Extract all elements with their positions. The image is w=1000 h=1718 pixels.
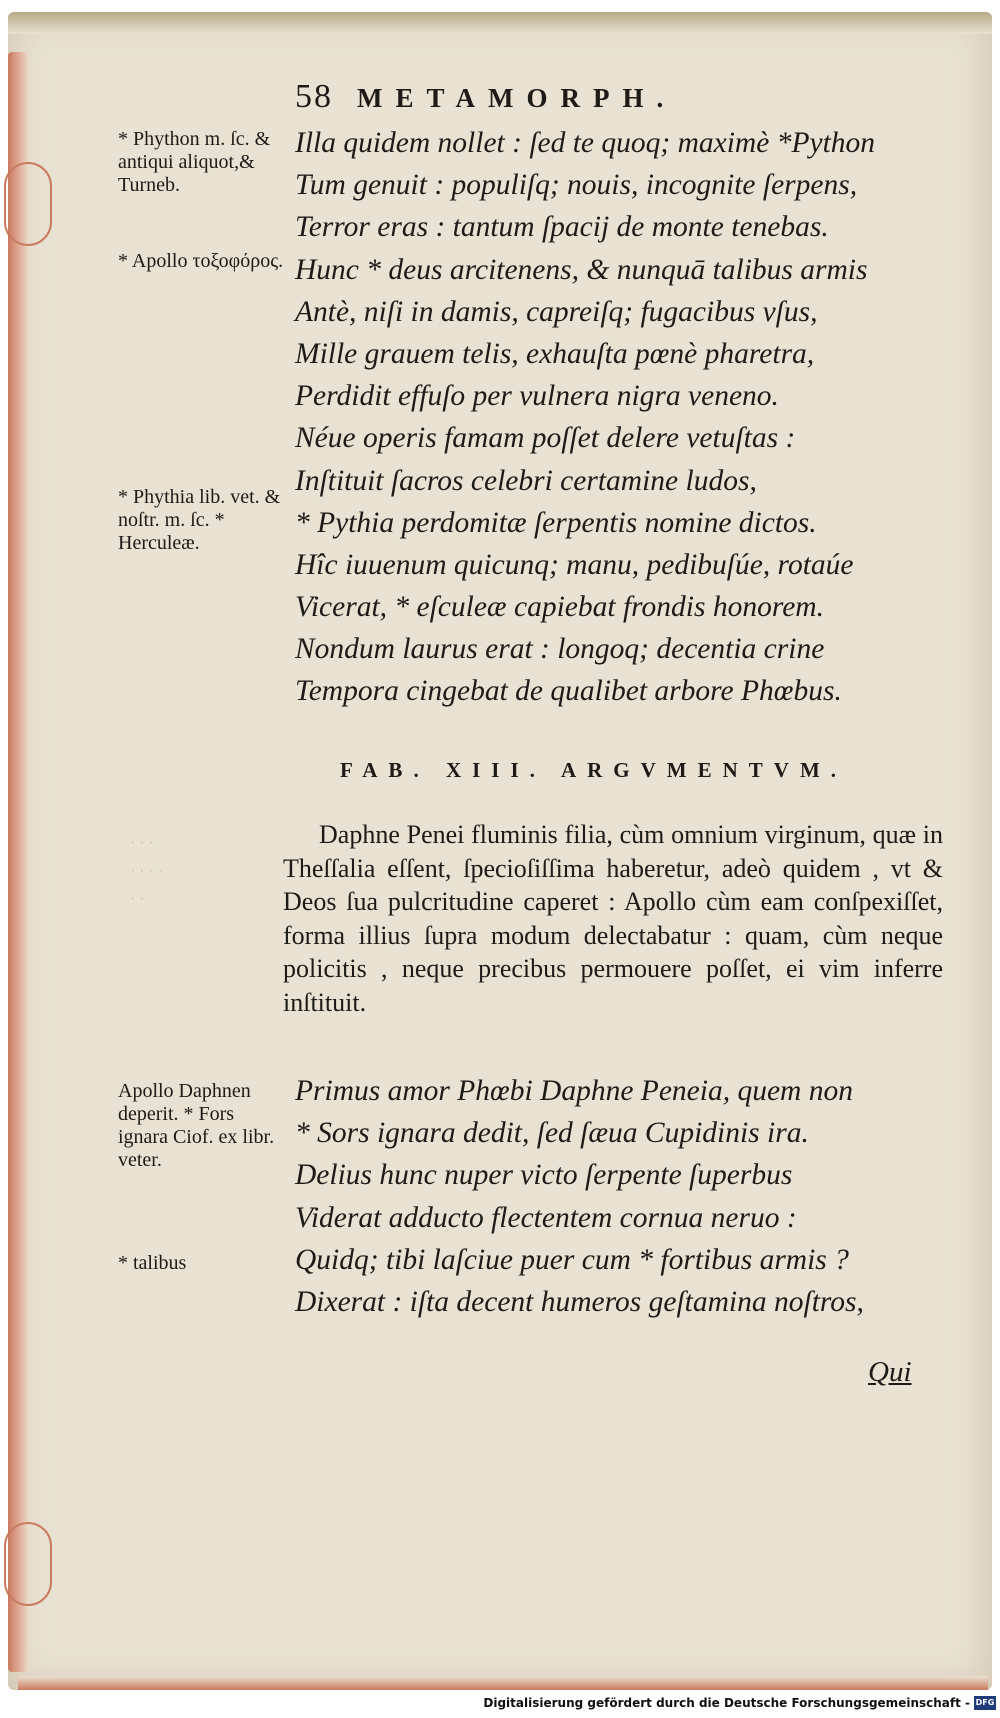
running-title: METAMORPH.: [357, 83, 677, 113]
verse-line: Perdidit effuſo per vulnera nigra veneno.: [295, 380, 779, 413]
fable-title: FAB. XIII. ARGVMENTVM.: [340, 758, 848, 782]
verse-line: Tempora cingebat de qualibet arbore Phœbus.: [295, 675, 842, 708]
verse-line: Antè, niſi in damis, capreiſq; fugacibus vſus,: [295, 295, 818, 328]
dfg-logo: DFG: [974, 1696, 996, 1710]
bleed-through-marks: · · · · · · · · ·: [130, 835, 164, 908]
verse-line: Dixerat : iſta decent humeros geſtamina noſtros,: [295, 1285, 864, 1318]
verse-line: Néue operis famam poſſet delere vetuſtas :: [295, 422, 796, 455]
verse-line: Inſtituit ſacros celebri certamine ludos,: [295, 464, 757, 497]
verse-line: Primus amor Phœbi Daphne Peneia, quem non: [295, 1075, 853, 1107]
verse-line: Hunc * deus arcitenens, & nunquā talibus armis: [295, 253, 868, 286]
verse-line: Vicerat, * eſculeæ capiebat frondis honorem.: [295, 591, 824, 624]
funding-credit: Digitalisierung gefördert durch die Deutsche Forschungsgemeinschaft -: [483, 1696, 970, 1710]
page-header: [295, 78, 855, 116]
verse-line: Quidq; tibi laſciue puer cum * fortibus armis ?: [295, 1243, 849, 1276]
verse-line: Tum genuit : populiſq; nouis, incognite ſerpens,: [295, 169, 858, 202]
verse-line: Viderat adducto flectentem cornua neruo :: [295, 1201, 797, 1234]
margin-note: * Phythia lib. vet. & noſtr. m. ſc. * Herculeæ.: [118, 486, 281, 554]
binding-ring: [4, 1522, 52, 1606]
verse-block-2: [295, 1070, 955, 1323]
verse-line: Delius hunc nuper victo ſerpente ſuperbus: [295, 1159, 793, 1192]
fable-argument: [283, 818, 943, 1019]
binding-ring: [4, 162, 52, 246]
verse-block-1: [295, 122, 955, 713]
verse-line: Illa quidem nollet : ſed te quoq; maximè *Python: [295, 127, 876, 159]
red-page-edge-bottom: [18, 1676, 988, 1690]
verse-line: Nondum laurus erat : longoq; decentia crine: [295, 633, 825, 666]
verse-line: Terror eras : tantum ſpacij de monte tenebas.: [295, 211, 829, 244]
verse-line: Hîc iuuenum quicunq; manu, pedibuſúe, rotaúe: [295, 548, 854, 581]
margin-note: * talibus: [118, 1252, 187, 1274]
verse-line: * Pythia perdomitæ ſerpentis nomine dictos.: [295, 506, 817, 539]
margin-note: Apollo Daphnen deperit. * Fors ignara Ciof. ex libr. veter.: [118, 1080, 275, 1171]
page-top-band: [8, 12, 992, 34]
page-number: 58: [295, 78, 333, 115]
verse-line: Mille grauem telis, exhauſta pœnè pharetra,: [295, 337, 815, 370]
catchword: Qui: [868, 1356, 912, 1388]
verse-line: * Sors ignara dedit, ſed ſæua Cupidinis ira.: [295, 1117, 809, 1150]
red-page-edge: [8, 52, 30, 1672]
margin-note: * Apollo τοξοφόρος.: [118, 250, 284, 272]
argument-text: Daphne Penei fluminis filia, cùm omnium virginum, quæ in Theſſalia eſſent, ſpecioſiſſima haberetur, adeò quidem , vt & Deos ſua pulcritudine caperet : Apollo cùm eam conſpexiſſet, forma illius ſupra modum delectabatur : quam, cùm neque policitis , neque precibus permouere poſſet, ei vim inferre inſtituit.: [283, 820, 943, 1017]
digitization-footer: [0, 1694, 1000, 1718]
margin-note: * Phython m. ſc. & antiqui aliquot,& Turneb.: [118, 128, 271, 196]
